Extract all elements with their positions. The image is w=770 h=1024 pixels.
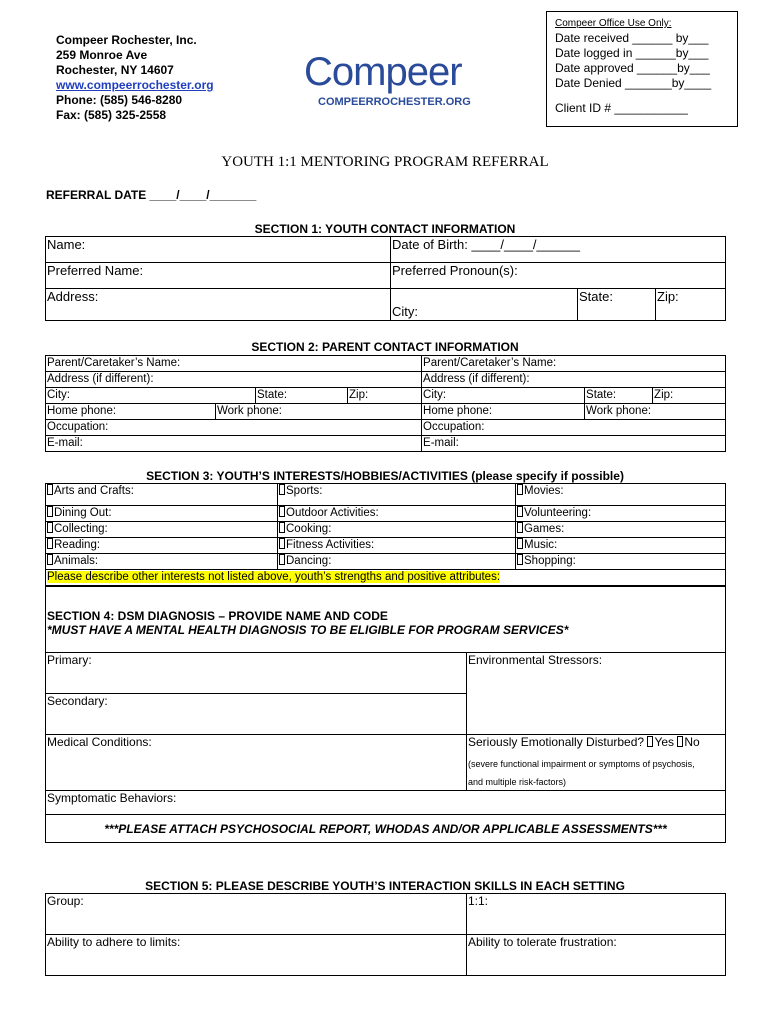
logo-url: COMPEERROCHESTER.ORG (318, 96, 471, 108)
checkbox-icon[interactable] (47, 554, 53, 565)
caretaker-1-address-field[interactable]: Address (if different): (46, 372, 422, 388)
environmental-stressors-field[interactable]: Environmental Stressors: (467, 653, 726, 735)
section-4-heading: SECTION 4: DSM DIAGNOSIS – PROVIDE NAME AND CODE (47, 608, 388, 623)
date-received-field[interactable]: Date received ______ by___ (555, 31, 709, 45)
checkbox-icon[interactable] (517, 522, 523, 533)
sed-cell (467, 735, 726, 791)
medical-conditions-field[interactable]: Medical Conditions: (46, 735, 467, 791)
checkbox-icon[interactable] (279, 484, 285, 495)
interest-cooking[interactable]: Cooking: (278, 522, 516, 538)
org-address-block (56, 33, 214, 123)
caretaker-1-occupation-field[interactable]: Occupation: (46, 420, 422, 436)
eligibility-note: *MUST HAVE A MENTAL HEALTH DIAGNOSIS TO BE ELIGIBLE FOR PROGRAM SERVICES* (47, 622, 569, 637)
caretaker-2-home-phone-field[interactable]: Home phone: (422, 404, 585, 420)
sed-yes-label: Yes (654, 735, 675, 749)
group-setting-field[interactable]: Group: (46, 894, 467, 935)
checkbox-icon[interactable] (279, 522, 285, 533)
caretaker-1-work-phone-field[interactable]: Work phone: (216, 404, 422, 420)
caretaker-2-work-phone-field[interactable]: Work phone: (585, 404, 726, 420)
caretaker-1-email-field[interactable]: E-mail: (46, 436, 422, 452)
interest-dining[interactable]: Dining Out: (46, 506, 278, 522)
youth-zip-field[interactable]: Zip: (656, 289, 726, 321)
interest-sports[interactable]: Sports: (278, 484, 516, 506)
interest-fitness[interactable]: Fitness Activities: (278, 538, 516, 554)
caretaker-1-zip-field[interactable]: Zip: (348, 388, 422, 404)
youth-address-field[interactable]: Address: (46, 289, 391, 321)
caretaker-1-home-phone-field[interactable]: Home phone: (46, 404, 216, 420)
interest-games[interactable]: Games: (516, 522, 726, 538)
org-website-link[interactable]: www.compeerrochester.org (56, 78, 214, 92)
symptomatic-behaviors-field[interactable]: Symptomatic Behaviors: (46, 791, 726, 815)
caretaker-2-city-field[interactable]: City: (422, 388, 585, 404)
sed-note-2: and multiple risk-factors) (468, 777, 567, 787)
checkbox-icon[interactable] (517, 554, 523, 565)
sed-no-checkbox[interactable] (677, 736, 683, 747)
section-1-heading: SECTION 1: YOUTH CONTACT INFORMATION (254, 222, 516, 236)
youth-dob-field[interactable]: Date of Birth: ____/____/______ (391, 237, 726, 263)
caretaker-2-name-field[interactable]: Parent/Caretaker’s Name: (422, 356, 726, 372)
interest-outdoor[interactable]: Outdoor Activities: (278, 506, 516, 522)
secondary-diagnosis-field[interactable]: Secondary: (46, 694, 467, 735)
tolerate-frustration-field[interactable]: Ability to tolerate frustration: (467, 935, 726, 976)
date-approved-field[interactable]: Date approved ______by___ (555, 61, 710, 75)
logo-word: Compeer (304, 50, 462, 94)
form-title: YOUTH 1:1 MENTORING PROGRAM REFERRAL (221, 154, 549, 170)
referral-date-field[interactable]: REFERRAL DATE ____/____/_______ (46, 188, 257, 202)
checkbox-icon[interactable] (47, 538, 53, 549)
org-city: Rochester, NY 14607 (56, 63, 174, 77)
date-denied-field[interactable]: Date Denied _______by____ (555, 76, 712, 90)
org-street: 259 Monroe Ave (56, 48, 148, 62)
checkbox-icon[interactable] (47, 522, 53, 533)
sed-yes-checkbox[interactable] (647, 736, 653, 747)
checkbox-icon[interactable] (279, 506, 285, 517)
adhere-limits-field[interactable]: Ability to adhere to limits: (46, 935, 467, 976)
checkbox-icon[interactable] (517, 484, 523, 495)
client-id-field[interactable]: Client ID # ___________ (555, 101, 688, 115)
caretaker-2-state-field[interactable]: State: (585, 388, 653, 404)
interest-volunteering[interactable]: Volunteering: (516, 506, 726, 522)
office-use-box (546, 11, 738, 127)
other-interests-field[interactable] (46, 570, 726, 586)
org-name: Compeer Rochester, Inc. (56, 33, 197, 47)
interaction-skills-table (45, 893, 726, 976)
caretaker-2-occupation-field[interactable]: Occupation: (422, 420, 726, 436)
section-2-heading: SECTION 2: PARENT CONTACT INFORMATION (251, 340, 519, 354)
caretaker-2-address-field[interactable]: Address (if different): (422, 372, 726, 388)
sed-note-1: (severe functional impairment or symptoms of psychosis, (468, 759, 695, 769)
interest-collecting[interactable]: Collecting: (46, 522, 278, 538)
youth-name-field[interactable]: Name: (46, 237, 391, 263)
interest-dancing[interactable]: Dancing: (278, 554, 516, 570)
youth-pronouns-field[interactable]: Preferred Pronoun(s): (391, 263, 726, 289)
other-interests-label: Please describe other interests not listed above, youth’s strengths and positive attributes: (47, 571, 501, 583)
caretaker-2-email-field[interactable]: E-mail: (422, 436, 726, 452)
sed-question: Seriously Emotionally Disturbed? (468, 735, 645, 749)
section-5-heading: SECTION 5: PLEASE DESCRIBE YOUTH’S INTERACTION SKILLS IN EACH SETTING (145, 879, 625, 893)
caretaker-1-state-field[interactable]: State: (256, 388, 348, 404)
checkbox-icon[interactable] (47, 506, 53, 517)
diagnosis-header-cell (46, 587, 726, 653)
checkbox-icon[interactable] (279, 538, 285, 549)
interest-music[interactable]: Music: (516, 538, 726, 554)
compeer-logo (300, 50, 480, 114)
youth-preferred-name-field[interactable]: Preferred Name: (46, 263, 391, 289)
caretaker-1-name-field[interactable]: Parent/Caretaker’s Name: (46, 356, 422, 372)
attach-reports-note: ***PLEASE ATTACH PSYCHOSOCIAL REPORT, WHODAS AND/OR APPLICABLE ASSESSMENTS*** (46, 815, 726, 843)
interests-table (45, 483, 726, 586)
diagnosis-table (45, 586, 726, 843)
org-fax: Fax: (585) 325-2558 (56, 108, 167, 122)
interest-movies[interactable]: Movies: (516, 484, 726, 506)
checkbox-icon[interactable] (517, 538, 523, 549)
parent-contact-table (45, 355, 726, 452)
primary-diagnosis-field[interactable]: Primary: (46, 653, 467, 694)
one-to-one-setting-field[interactable]: 1:1: (467, 894, 726, 935)
youth-city-field[interactable]: City: (391, 289, 578, 321)
youth-contact-table (45, 236, 726, 321)
caretaker-1-city-field[interactable]: City: (46, 388, 256, 404)
date-logged-field[interactable]: Date logged in ______by___ (555, 46, 709, 60)
caretaker-2-zip-field[interactable]: Zip: (653, 388, 726, 404)
checkbox-icon[interactable] (517, 506, 523, 517)
sed-no-label: No (684, 735, 700, 749)
youth-state-field[interactable]: State: (578, 289, 656, 321)
org-phone: Phone: (585) 546-8280 (56, 93, 183, 107)
office-use-header: Compeer Office Use Only: (555, 18, 672, 29)
section-3-heading: SECTION 3: YOUTH’S INTERESTS/HOBBIES/ACTIVITIES (please specify if possible) (146, 469, 624, 483)
interest-reading[interactable]: Reading: (46, 538, 278, 554)
interest-shopping[interactable]: Shopping: (516, 554, 726, 570)
checkbox-icon[interactable] (47, 484, 53, 495)
checkbox-icon[interactable] (279, 554, 285, 565)
interest-arts[interactable]: Arts and Crafts: (46, 484, 278, 506)
interest-animals[interactable]: Animals: (46, 554, 278, 570)
